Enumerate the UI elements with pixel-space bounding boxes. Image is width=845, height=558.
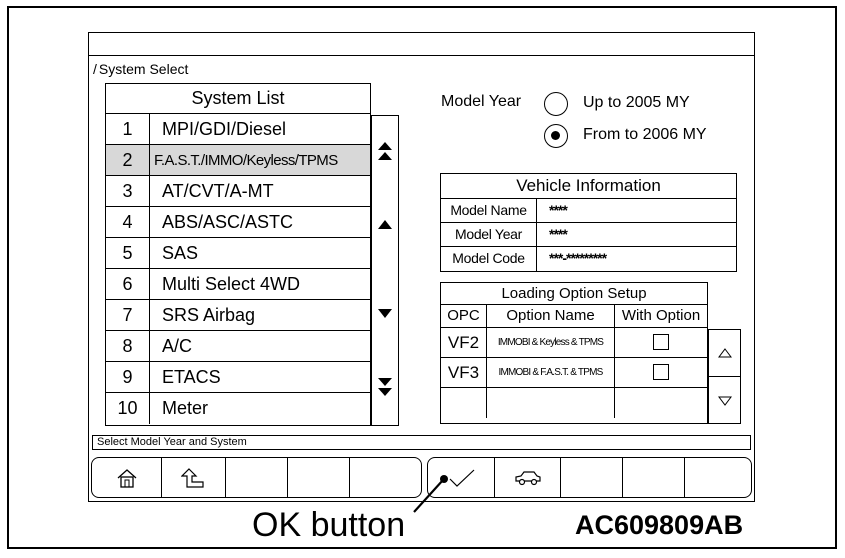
model-code-key: Model Code: [441, 247, 537, 271]
system-number: 1: [106, 114, 150, 144]
ok-button-callout: OK button: [252, 506, 406, 544]
with-option-header: With Option: [621, 307, 701, 324]
system-name: A/C: [162, 335, 193, 356]
opc-header: OPC: [441, 305, 487, 327]
system-name: MPI/GDI/Diesel: [162, 118, 287, 139]
radio-label-from-2006: From to 2006 MY: [583, 126, 707, 143]
option-name: IMMOBI & Keyless & TPMS: [487, 328, 615, 357]
model-name-value: ****: [549, 202, 567, 218]
system-name: SRS Airbag: [162, 304, 256, 325]
group-title: / System Select: [93, 61, 189, 77]
reference-code: AC609809AB: [575, 510, 744, 540]
system-number: 10: [106, 393, 150, 424]
system-name: Meter: [162, 398, 209, 418]
model-year-key: Model Year: [441, 223, 537, 246]
model-code-value: ***-*********: [549, 250, 607, 266]
loading-option-title: Loading Option Setup: [441, 283, 707, 305]
option-name-header: Option Name: [487, 305, 615, 327]
system-number: 5: [106, 238, 150, 268]
status-bar: Select Model Year and System: [92, 435, 751, 450]
model-year-value: ****: [549, 226, 567, 242]
system-name: ABS/ASC/ASTC: [162, 211, 294, 232]
system-number: 8: [106, 331, 150, 361]
vehicle-information-title: Vehicle Information: [441, 174, 736, 199]
model-year-label: Model Year: [441, 93, 522, 110]
system-list-header: System List: [106, 84, 370, 114]
system-name: AT/CVT/A-MT: [162, 180, 274, 201]
system-name: ETACS: [162, 366, 221, 387]
system-number: 9: [106, 362, 150, 392]
system-name: F.A.S.T./IMMO/Keyless/TPMS: [154, 151, 338, 169]
system-number: 3: [106, 176, 150, 206]
system-number: 6: [106, 269, 150, 299]
option-opc: VF3: [441, 358, 487, 387]
option-name: IMMOBI & F.A.S.T. & TPMS: [487, 358, 615, 387]
system-number: 2: [106, 145, 150, 175]
system-name: Multi Select 4WD: [162, 273, 301, 294]
system-name: SAS: [162, 242, 199, 263]
radio-label-up-to-2005: Up to 2005 MY: [583, 94, 690, 111]
system-number: 4: [106, 207, 150, 237]
system-number: 7: [106, 300, 150, 330]
option-opc: VF2: [441, 328, 487, 357]
model-name-key: Model Name: [441, 199, 537, 222]
